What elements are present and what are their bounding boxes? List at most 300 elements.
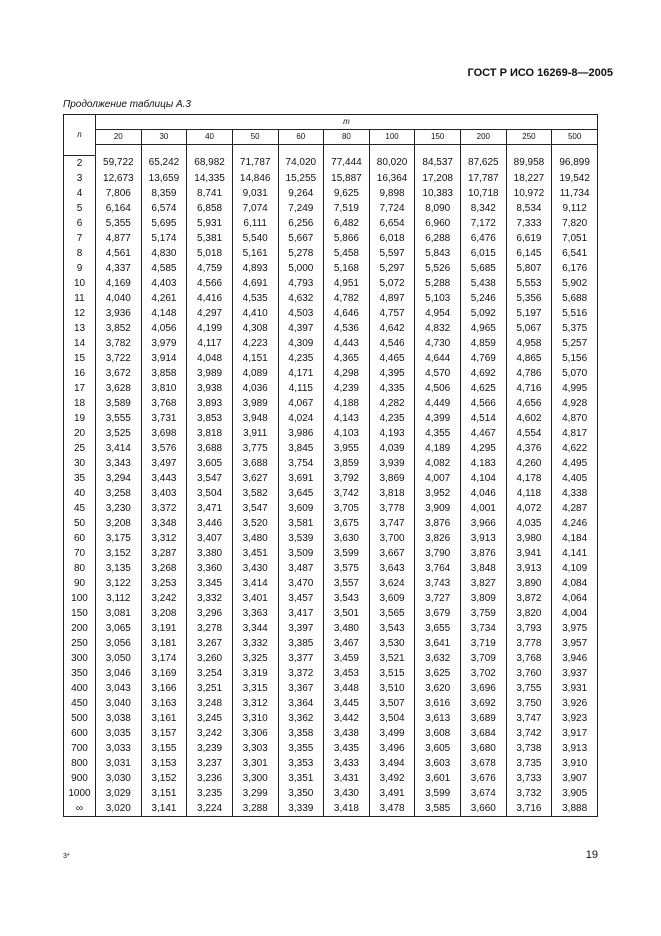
row-label-n: 14 xyxy=(64,336,96,351)
table-cell: 12,673 xyxy=(96,171,142,186)
table-cell: 3,325 xyxy=(232,651,278,666)
table-cell: 3,768 xyxy=(141,396,187,411)
table-cell: 3,030 xyxy=(96,771,142,786)
table-cell: 5,540 xyxy=(232,231,278,246)
table-cell: 3,616 xyxy=(415,696,461,711)
table-cell: 3,253 xyxy=(141,576,187,591)
table-cell: 3,339 xyxy=(278,801,324,817)
table-cell: 5,807 xyxy=(506,261,552,276)
table-row xyxy=(64,366,598,381)
table-cell: 3,589 xyxy=(96,396,142,411)
table-cell: 3,698 xyxy=(141,426,187,441)
table-cell: 3,235 xyxy=(187,786,233,801)
table-cell: 7,051 xyxy=(552,231,598,246)
table-cell: 3,492 xyxy=(369,771,415,786)
table-cell: 6,482 xyxy=(324,216,370,231)
table-cell: 3,135 xyxy=(96,561,142,576)
table-cell: 4,287 xyxy=(552,501,598,516)
table-cell: 3,029 xyxy=(96,786,142,801)
table-cell: 4,397 xyxy=(278,321,324,336)
table-cell: 3,692 xyxy=(461,696,507,711)
table-cell: 4,103 xyxy=(324,426,370,441)
table-cell: 3,448 xyxy=(324,681,370,696)
table-cell: 4,308 xyxy=(232,321,278,336)
table-cell: 3,224 xyxy=(187,801,233,817)
table-cell: 3,818 xyxy=(369,486,415,501)
table-cell: 3,033 xyxy=(96,741,142,756)
table-cell: 17,787 xyxy=(461,171,507,186)
table-cell: 4,365 xyxy=(324,351,370,366)
table-cell: 9,112 xyxy=(552,201,598,216)
table-cell: 7,333 xyxy=(506,216,552,231)
table-cell: 5,000 xyxy=(278,261,324,276)
table-cell: 10,972 xyxy=(506,186,552,201)
table-cell: 3,288 xyxy=(232,801,278,817)
table-cell: 71,787 xyxy=(232,155,278,171)
row-label-n: 700 xyxy=(64,741,96,756)
table-cell: 3,936 xyxy=(96,306,142,321)
table-cell: 4,585 xyxy=(141,261,187,276)
table-cell: 5,458 xyxy=(324,246,370,261)
table-cell: 3,691 xyxy=(278,471,324,486)
table-cell: 3,294 xyxy=(96,471,142,486)
table-cell: 3,239 xyxy=(187,741,233,756)
table-cell: 3,504 xyxy=(187,486,233,501)
row-label-n: 17 xyxy=(64,381,96,396)
table-cell: 4,830 xyxy=(141,246,187,261)
table-cell: 3,585 xyxy=(415,801,461,817)
table-cell: 4,566 xyxy=(187,276,233,291)
table-cell: 4,118 xyxy=(506,486,552,501)
page-footnote-mark: 3* xyxy=(63,853,70,860)
table-cell: 4,716 xyxy=(506,381,552,396)
table-cell: 3,581 xyxy=(278,516,324,531)
table-cell: 3,620 xyxy=(415,681,461,696)
table-cell: 5,092 xyxy=(461,306,507,321)
table-row xyxy=(64,486,598,501)
table-cell: 3,702 xyxy=(461,666,507,681)
table-cell: 3,858 xyxy=(141,366,187,381)
table-cell: 3,778 xyxy=(369,501,415,516)
table-cell: 4,506 xyxy=(415,381,461,396)
table-cell: 4,260 xyxy=(506,456,552,471)
row-label-n: 1000 xyxy=(64,786,96,801)
table-cell: 3,442 xyxy=(324,711,370,726)
table-cell: 3,237 xyxy=(187,756,233,771)
table-cell: 4,104 xyxy=(461,471,507,486)
table-cell: 3,303 xyxy=(232,741,278,756)
table-cell: 3,296 xyxy=(187,606,233,621)
table-cell: 4,561 xyxy=(96,246,142,261)
table-cell: 3,491 xyxy=(369,786,415,801)
table-cell: 3,754 xyxy=(278,456,324,471)
table-cell: 4,877 xyxy=(96,231,142,246)
spacer-cell xyxy=(415,145,461,156)
table-cell: 3,719 xyxy=(461,636,507,651)
table-cell: 3,630 xyxy=(324,531,370,546)
table-cell: 3,655 xyxy=(415,621,461,636)
table-cell: 3,344 xyxy=(232,621,278,636)
table-cell: 3,385 xyxy=(278,636,324,651)
table-cell: 4,235 xyxy=(369,411,415,426)
table-cell: 4,046 xyxy=(461,486,507,501)
table-cell: 3,975 xyxy=(552,621,598,636)
spacer-cell xyxy=(461,145,507,156)
table-cell: 3,913 xyxy=(506,561,552,576)
table-cell: 3,547 xyxy=(187,471,233,486)
table-cell: 4,338 xyxy=(552,486,598,501)
table-cell: 17,208 xyxy=(415,171,461,186)
table-cell: 4,084 xyxy=(552,576,598,591)
table-cell: 5,356 xyxy=(506,291,552,306)
table-cell: 3,913 xyxy=(461,531,507,546)
table-cell: 7,519 xyxy=(324,201,370,216)
table-cell: 4,188 xyxy=(324,396,370,411)
table-cell: 3,768 xyxy=(506,651,552,666)
table-cell: 3,260 xyxy=(187,651,233,666)
table-cell: 3,679 xyxy=(415,606,461,621)
table-cell: 80,020 xyxy=(369,155,415,171)
table-row xyxy=(64,651,598,666)
table-cell: 3,350 xyxy=(278,786,324,801)
table-cell: 5,902 xyxy=(552,276,598,291)
table-cell: 3,065 xyxy=(96,621,142,636)
table-cell: 3,509 xyxy=(278,546,324,561)
table-cell: 3,358 xyxy=(278,726,324,741)
table-cell: 3,810 xyxy=(141,381,187,396)
table-cell: 3,660 xyxy=(461,801,507,817)
table-row xyxy=(64,261,598,276)
table-cell: 4,399 xyxy=(415,411,461,426)
table-cell: 6,960 xyxy=(415,216,461,231)
table-cell: 3,952 xyxy=(415,486,461,501)
table-cell: 3,152 xyxy=(96,546,142,561)
table-cell: 3,020 xyxy=(96,801,142,817)
table-cell: 5,526 xyxy=(415,261,461,276)
table-cell: 3,888 xyxy=(552,801,598,817)
table-row xyxy=(64,531,598,546)
table-cell: 3,157 xyxy=(141,726,187,741)
table-cell: 4,954 xyxy=(415,306,461,321)
table-cell: 3,175 xyxy=(96,531,142,546)
table-cell: 7,724 xyxy=(369,201,415,216)
table-cell: 3,397 xyxy=(278,621,324,636)
table-cell: 4,239 xyxy=(324,381,370,396)
table-cell: 4,151 xyxy=(232,351,278,366)
table-cell: 4,632 xyxy=(278,291,324,306)
table-row xyxy=(64,246,598,261)
table-cell: 3,407 xyxy=(187,531,233,546)
table-cell: 4,692 xyxy=(461,366,507,381)
table-cell: 3,332 xyxy=(232,636,278,651)
row-label-n: 70 xyxy=(64,546,96,561)
table-cell: 3,112 xyxy=(96,591,142,606)
table-cell: 3,377 xyxy=(278,651,324,666)
table-row xyxy=(64,276,598,291)
table-cell: 6,015 xyxy=(461,246,507,261)
table-cell: 3,181 xyxy=(141,636,187,651)
table-row xyxy=(64,621,598,636)
table-cell: 4,169 xyxy=(96,276,142,291)
table-cell: 3,722 xyxy=(96,351,142,366)
table-cell: 4,646 xyxy=(324,306,370,321)
table-cell: 6,176 xyxy=(552,261,598,276)
row-label-n: 45 xyxy=(64,501,96,516)
table-cell: 3,775 xyxy=(232,441,278,456)
table-cell: 4,040 xyxy=(96,291,142,306)
table-cell: 6,145 xyxy=(506,246,552,261)
row-label-n: 9 xyxy=(64,261,96,276)
table-cell: 3,645 xyxy=(278,486,324,501)
table-cell: 3,208 xyxy=(141,606,187,621)
table-cell: 3,696 xyxy=(461,681,507,696)
table-cell: 3,809 xyxy=(461,591,507,606)
table-cell: 89,958 xyxy=(506,155,552,171)
row-label-n: 10 xyxy=(64,276,96,291)
table-cell: 5,072 xyxy=(369,276,415,291)
table-cell: 3,417 xyxy=(278,606,324,621)
table-cell: 4,570 xyxy=(415,366,461,381)
table-cell: 3,557 xyxy=(324,576,370,591)
table-row xyxy=(64,606,598,621)
table-cell: 77,444 xyxy=(324,155,370,171)
table-cell: 3,680 xyxy=(461,741,507,756)
table-row xyxy=(64,756,598,771)
table-cell: 4,297 xyxy=(187,306,233,321)
table-cell: 19,542 xyxy=(552,171,598,186)
table-cell: 3,487 xyxy=(278,561,324,576)
table-cell: 4,995 xyxy=(552,381,598,396)
table-cell: 3,876 xyxy=(415,516,461,531)
table-cell: 3,688 xyxy=(232,456,278,471)
table-cell: 59,722 xyxy=(96,155,142,171)
column-header: 60 xyxy=(278,130,324,145)
table-cell: 3,230 xyxy=(96,501,142,516)
row-label-n: 19 xyxy=(64,411,96,426)
table-cell: 3,403 xyxy=(141,486,187,501)
table-cell: 3,876 xyxy=(461,546,507,561)
table-cell: 3,980 xyxy=(506,531,552,546)
row-label-n: 8 xyxy=(64,246,96,261)
table-cell: 3,948 xyxy=(232,411,278,426)
table-cell: 3,848 xyxy=(461,561,507,576)
table-cell: 15,887 xyxy=(324,171,370,186)
spacer-cell xyxy=(324,145,370,156)
table-cell: 4,148 xyxy=(141,306,187,321)
table-cell: 3,764 xyxy=(415,561,461,576)
table-cell: 3,601 xyxy=(415,771,461,786)
table-cell: 5,257 xyxy=(552,336,598,351)
table-cell: 3,153 xyxy=(141,756,187,771)
table-cell: 6,018 xyxy=(369,231,415,246)
table-cell: 3,931 xyxy=(552,681,598,696)
row-label-n: 100 xyxy=(64,591,96,606)
table-row xyxy=(64,546,598,561)
table-row xyxy=(64,561,598,576)
table-cell: 3,676 xyxy=(461,771,507,786)
table-cell: 4,965 xyxy=(461,321,507,336)
table-cell: 3,300 xyxy=(232,771,278,786)
table-cell: 4,730 xyxy=(415,336,461,351)
table-cell: 3,675 xyxy=(324,516,370,531)
table-cell: 4,535 xyxy=(232,291,278,306)
table-cell: 3,747 xyxy=(506,711,552,726)
table-cell: 3,480 xyxy=(232,531,278,546)
table-cell: 3,555 xyxy=(96,411,142,426)
table-row xyxy=(64,456,598,471)
table-cell: 3,853 xyxy=(187,411,233,426)
table-cell: 4,602 xyxy=(506,411,552,426)
table-row xyxy=(64,306,598,321)
table-cell: 3,605 xyxy=(415,741,461,756)
row-label-n: 900 xyxy=(64,771,96,786)
column-header: 500 xyxy=(552,130,598,145)
table-cell: 4,395 xyxy=(369,366,415,381)
table-row xyxy=(64,336,598,351)
table-cell: 4,870 xyxy=(552,411,598,426)
column-group-header-m: m xyxy=(96,115,598,130)
table-cell: 4,183 xyxy=(461,456,507,471)
row-label-n: 60 xyxy=(64,531,96,546)
table-cell: 18,227 xyxy=(506,171,552,186)
table-cell: 4,335 xyxy=(369,381,415,396)
table-cell: 3,525 xyxy=(96,426,142,441)
table-row xyxy=(64,786,598,801)
table-cell: 3,530 xyxy=(369,636,415,651)
table-cell: 5,067 xyxy=(506,321,552,336)
table-cell: 3,539 xyxy=(278,531,324,546)
table-cell: 3,521 xyxy=(369,651,415,666)
row-label-n: 400 xyxy=(64,681,96,696)
table-cell: 3,362 xyxy=(278,711,324,726)
table-cell: 8,741 xyxy=(187,186,233,201)
table-cell: 4,503 xyxy=(278,306,324,321)
table-cell: 3,510 xyxy=(369,681,415,696)
table-cell: 4,035 xyxy=(506,516,552,531)
table-cell: 3,414 xyxy=(96,441,142,456)
table-cell: 6,288 xyxy=(415,231,461,246)
table-row xyxy=(64,681,598,696)
table-cell: 3,914 xyxy=(141,351,187,366)
table-cell: 3,872 xyxy=(506,591,552,606)
table-cell: 3,471 xyxy=(187,501,233,516)
table-cell: 3,582 xyxy=(232,486,278,501)
table-cell: 4,048 xyxy=(187,351,233,366)
table-cell: 4,859 xyxy=(461,336,507,351)
table-cell: 3,372 xyxy=(278,666,324,681)
row-label-n: 350 xyxy=(64,666,96,681)
row-header-n: n xyxy=(64,115,96,156)
table-cell: 4,897 xyxy=(369,291,415,306)
table-cell: 13,659 xyxy=(141,171,187,186)
table-cell: 3,457 xyxy=(278,591,324,606)
row-label-n: 6 xyxy=(64,216,96,231)
table-cell: 4,786 xyxy=(506,366,552,381)
row-label-n: 15 xyxy=(64,351,96,366)
table-cell: 3,046 xyxy=(96,666,142,681)
table-cell: 3,609 xyxy=(369,591,415,606)
table-cell: 4,958 xyxy=(506,336,552,351)
table-cell: 3,043 xyxy=(96,681,142,696)
table-row xyxy=(64,201,598,216)
row-label-n: 3 xyxy=(64,171,96,186)
table-cell: 4,793 xyxy=(278,276,324,291)
table-cell: 3,306 xyxy=(232,726,278,741)
table-cell: 3,478 xyxy=(369,801,415,817)
row-label-n: ∞ xyxy=(64,801,96,817)
table-cell: 4,536 xyxy=(324,321,370,336)
spacer-cell xyxy=(369,145,415,156)
table-cell: 4,072 xyxy=(506,501,552,516)
table-cell: 3,497 xyxy=(141,456,187,471)
table-cell: 3,248 xyxy=(187,696,233,711)
table-cell: 3,496 xyxy=(369,741,415,756)
table-cell: 3,735 xyxy=(506,756,552,771)
table-cell: 3,081 xyxy=(96,606,142,621)
table-cell: 3,319 xyxy=(232,666,278,681)
table-cell: 3,459 xyxy=(324,651,370,666)
table-cell: 4,410 xyxy=(232,306,278,321)
table-row xyxy=(64,441,598,456)
table-cell: 3,689 xyxy=(461,711,507,726)
document-header: ГОСТ Р ИСО 16269-8—2005 xyxy=(467,67,613,79)
row-label-n: 16 xyxy=(64,366,96,381)
table-cell: 3,364 xyxy=(278,696,324,711)
table-cell: 3,684 xyxy=(461,726,507,741)
table-cell: 3,989 xyxy=(232,396,278,411)
table-cell: 3,852 xyxy=(96,321,142,336)
table-row xyxy=(64,771,598,786)
table-cell: 3,254 xyxy=(187,666,233,681)
table-cell: 4,817 xyxy=(552,426,598,441)
table-cell: 4,004 xyxy=(552,606,598,621)
table-cell: 3,910 xyxy=(552,756,598,771)
table-cell: 5,553 xyxy=(506,276,552,291)
row-label-n: 30 xyxy=(64,456,96,471)
table-cell: 3,050 xyxy=(96,651,142,666)
table-cell: 3,575 xyxy=(324,561,370,576)
row-label-n: 50 xyxy=(64,516,96,531)
table-cell: 5,685 xyxy=(461,261,507,276)
table-caption: Продолжение таблицы А.3 xyxy=(63,99,191,110)
row-label-n: 2 xyxy=(64,155,96,171)
table-row xyxy=(64,231,598,246)
column-header: 150 xyxy=(415,130,461,145)
table-cell: 8,534 xyxy=(506,201,552,216)
table-cell: 3,355 xyxy=(278,741,324,756)
table-cell: 5,278 xyxy=(278,246,324,261)
column-header: 200 xyxy=(461,130,507,145)
table-cell: 3,038 xyxy=(96,711,142,726)
table-cell: 3,040 xyxy=(96,696,142,711)
table-cell: 3,790 xyxy=(415,546,461,561)
table-row xyxy=(64,666,598,681)
table-cell: 3,732 xyxy=(506,786,552,801)
table-cell: 8,359 xyxy=(141,186,187,201)
table-cell: 84,537 xyxy=(415,155,461,171)
row-label-n: 200 xyxy=(64,621,96,636)
table-cell: 14,335 xyxy=(187,171,233,186)
table-cell: 3,401 xyxy=(232,591,278,606)
table-cell: 4,449 xyxy=(415,396,461,411)
table-cell: 4,416 xyxy=(187,291,233,306)
row-label-n: 25 xyxy=(64,441,96,456)
table-cell: 3,716 xyxy=(506,801,552,817)
table-row xyxy=(64,576,598,591)
table-cell: 3,911 xyxy=(232,426,278,441)
table-row xyxy=(64,155,598,171)
table-cell: 4,193 xyxy=(369,426,415,441)
